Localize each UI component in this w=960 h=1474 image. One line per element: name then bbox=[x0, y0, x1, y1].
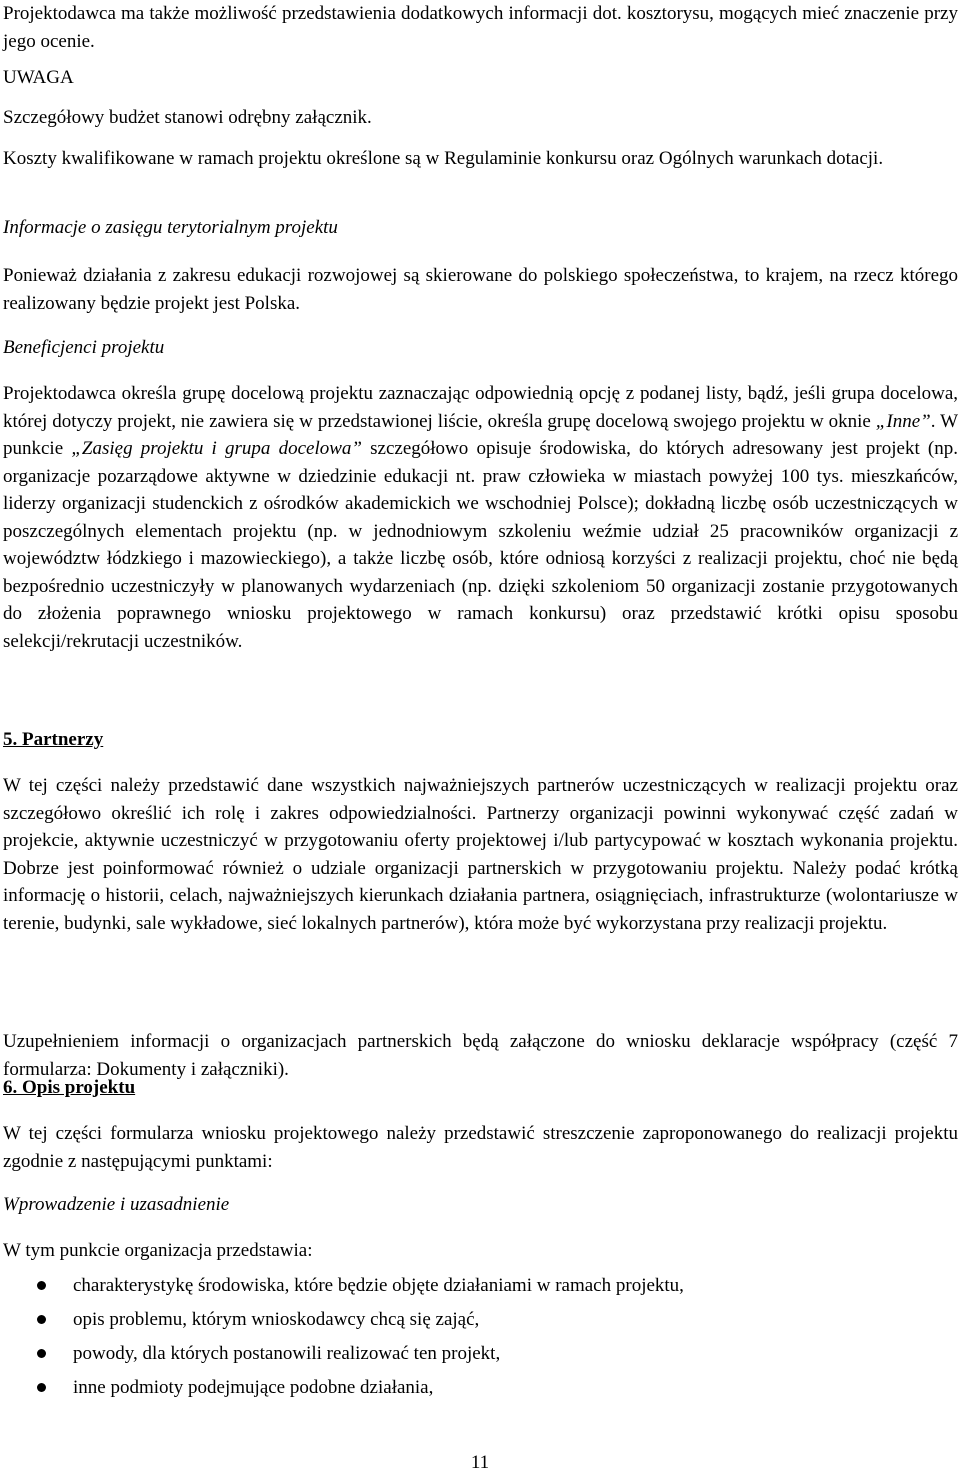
paragraph-opis: W tej części formularza wniosku projektowego należy przedstawić streszczenie zaproponowanego do realizacji projektu zgodnie z następującymi punktami: bbox=[3, 1123, 958, 1172]
bullet-text: charakterystykę środowiska, które będzie objęte działaniami w ramach projektu, bbox=[73, 1275, 684, 1296]
list-item bbox=[0, 1337, 958, 1371]
bullet-icon bbox=[37, 1315, 46, 1324]
bullet-list bbox=[0, 1269, 958, 1405]
paragraph-budzet: Szczegółowy budżet stanowi odrębny załącznik. bbox=[3, 107, 372, 128]
paragraph-koszty: Koszty kwalifikowane w ramach projektu określone są w Regulaminie konkursu oraz Ogólnych warunkach dotacji. bbox=[3, 148, 884, 169]
bullet-text: inne podmioty podejmujące podobne działania, bbox=[73, 1377, 434, 1398]
bullet-text: opis problemu, którym wnioskodawcy chcą się zająć, bbox=[73, 1309, 480, 1330]
paragraph-kosztorys: Projektodawca ma także możliwość przedstawienia dodatkowych informacji dot. kosztorysu, mogących mieć znaczenie przy jego ocenie. bbox=[3, 3, 958, 52]
paragraph-partnerzy-deklaracje: Uzupełnieniem informacji o organizacjach partnerskich będą załączone do wniosku deklaracje współpracy (część 7 formularza: Dokumenty i załączniki). bbox=[3, 1031, 958, 1080]
section-6-heading: 6. Opis projektu bbox=[3, 1077, 136, 1098]
benef-text-1: Projektodawca określa grupę docelową projektu zaznaczając odpowiednią opcję z podanej listy, bądź, jeśli grupa docelowa, której dotyczy projekt, nie zawiera się w przedstawionej liście, określa grupę docelową swojego projektu w oknie bbox=[3, 383, 958, 432]
list-item bbox=[0, 1371, 958, 1405]
heading-wprowadzenie: Wprowadzenie i uzasadnienie bbox=[3, 1194, 230, 1215]
benef-zasieg-ref: „Zasięg projektu i grupa docelowa” bbox=[71, 438, 362, 459]
bullet-text: powody, dla których postanowili realizować ten projekt, bbox=[73, 1343, 501, 1364]
section-5-heading: 5. Partnerzy bbox=[3, 729, 104, 750]
heading-beneficjenci: Beneficjenci projektu bbox=[3, 337, 165, 358]
bullet-icon bbox=[37, 1383, 46, 1392]
list-item bbox=[0, 1303, 958, 1337]
paragraph-zasieg: Ponieważ działania z zakresu edukacji rozwojowej są skierowane do polskiego społeczeństwa, to krajem, na rzecz którego realizowany będzie projekt jest Polska. bbox=[3, 265, 958, 314]
benef-text-2: . W punkcie bbox=[3, 410, 958, 459]
page-number: 11 bbox=[470, 1452, 490, 1473]
paragraph-wprowadzenie-intro: W tym punkcie organizacja przedstawia: bbox=[3, 1240, 313, 1261]
bullet-icon bbox=[37, 1281, 46, 1290]
heading-zasieg: Informacje o zasięgu terytorialnym projektu bbox=[3, 217, 338, 238]
uwaga-label: UWAGA bbox=[3, 67, 74, 88]
paragraph-partnerzy: W tej części należy przedstawić dane wszystkich najważniejszych partnerów uczestniczących w realizacji projektu oraz szczegółowo określić ich rolę i zakres odpowiedzialności. Partnerzy organizacji powinni wykonywać część zadań w projekcie, aktywnie uczestniczyć w przygotowaniu oferty projektowej i/lub partycypować w kosztach wykonania projektu. Dobrze jest poinformować również o udziale organizacji partnerskich w przygotowaniu projektu. Należy podać krótką informację o historii, celach, najważniejszych kierunkach działania partnera, osiągnięciach, infrastrukturze (wolontariusze w terenie, budynki, sale wykładowe, sieć lokalnych partnerów), która może być wykorzystana przy realizacji projektu. bbox=[3, 775, 958, 934]
benef-inne: „Inne” bbox=[875, 410, 931, 432]
list-item bbox=[0, 1269, 958, 1303]
paragraph-beneficjenci bbox=[3, 380, 958, 655]
benef-text-3: szczegółowo opisuje środowiska, do których adresowany jest projekt (np. organizacje pozarządowe aktywne w dziedzinie edukacji nt. praw człowieka w miastach powyżej 100 tys. mieszkańców, liderzy organizacji studenckich z ośrodków akademickich we wschodniej Polsce); dokładną liczbę osób uczestniczących w poszczególnych elementach projektu (np. w jednodniowym szkoleniu weźmie udział 25 pracowników organizacji z województw łódzkiego i mazowieckiego), a także liczbę osób, które odniosą korzyści z realizacji projektu, choć nie będą bezpośrednio uczestniczyły w planowanych wydarzeniach (np. dzięki szkoleniom 50 organizacji zostanie przygotowanych do złożenia poprawnego wniosku projektowego w ramach konkursu) oraz przedstawić krótki opisu sposobu selekcji/rekrutacji uczestników. bbox=[3, 438, 958, 652]
bullet-icon bbox=[37, 1349, 46, 1358]
